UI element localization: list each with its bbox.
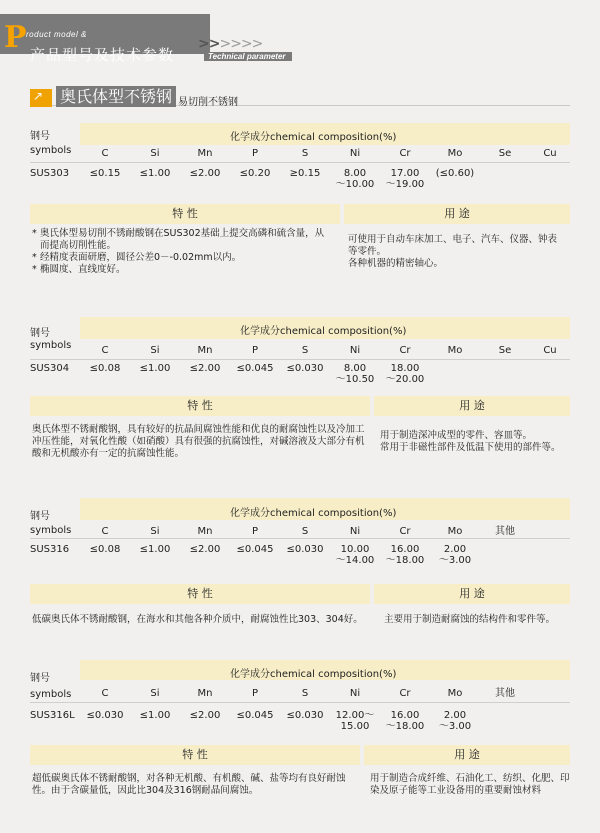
value-cell: ≤1.00 [139,363,171,374]
grade-name: SUS316L [30,710,75,721]
value-cell: 16.00 ～18.00 [385,710,425,732]
uses-text: 用于制造深冲成型的零件、容皿等。 常用于非磁性部件及低温下使用的部件等。 [380,430,561,453]
uses-text: 用于制造合成纤维、石油化工、纺织、化肥、印染及原子能等工业设备用的重要耐蚀材料 [370,773,570,796]
header-chinese-title: 产品型号及技术参数 [30,46,175,64]
col-header: S [301,526,309,537]
col-header: P [251,345,259,356]
header-banner [0,14,210,64]
value-cell: ≤0.045 [236,363,274,374]
grade-label-en: symbols [30,340,72,351]
col-header: Cr [399,688,411,699]
value-cell: ≤0.030 [286,710,324,721]
col-header: Cr [399,345,411,356]
value-cell: 10.00 ～14.00 [335,544,375,566]
property-item: * 经精度表面研磨，圆径公差0－-0.02mm以内。 [32,252,332,264]
value-cell: ≤0.030 [86,710,124,721]
properties-heading: 特 性 [30,745,360,765]
uses-heading: 用 途 [344,204,570,224]
composition-table-sus304 [30,315,570,385]
table-divider [30,538,570,539]
composition-table-sus303 [30,120,570,195]
grade-label-cn: 钢号 [30,328,50,339]
value-cell: ≤0.045 [236,544,274,555]
element-header-row [30,688,530,699]
value-cell: ≥0.15 [289,168,321,179]
element-header-row [30,148,570,159]
value-cell: ≤2.00 [189,168,221,179]
grade-name: SUS316 [30,544,70,555]
value-cell: ≤2.00 [189,363,221,374]
element-header-row [30,526,530,537]
value-cell: 16.00 ～18.00 [385,544,425,566]
value-cell: ≤2.00 [189,710,221,721]
uses-heading: 用 途 [374,396,570,416]
col-header: Si [150,148,160,159]
col-header: Mn [197,526,213,537]
col-header: Si [150,526,160,537]
value-cell: 2.00 ～3.00 [438,544,472,566]
value-cell [430,363,480,385]
arrow-decoration-icon: >>>>>> [198,36,263,52]
col-header: S [301,345,309,356]
header-english-top: roduct model & [26,30,87,39]
col-header: Cu [543,148,557,159]
properties-block-sus304 [30,396,570,471]
col-header: P [251,148,259,159]
section-title: 奥氏体型不锈钢 [56,86,176,107]
value-cell [480,168,530,190]
properties-heading: 特 性 [30,584,370,604]
value-cell: (≤0.60) [435,168,475,179]
col-header: S [301,688,309,699]
properties-text: 奥氏体型不锈耐酸钢，具有较好的抗晶间腐蚀性能和优良的耐腐蚀性以及冷加工冲压性能，对氧化性酸（如硝酸）具有很强的抗腐蚀性，对碱溶液及大部分有机酸和无机酸亦有一定的抗腐蚀性能。 [32,424,365,459]
value-cell: ≤0.030 [286,544,324,555]
col-header: Mn [197,345,213,356]
col-header: Mo [447,148,463,159]
value-cell: 2.00 ～3.00 [438,710,472,732]
col-header: C [101,526,109,537]
composition-title: 化学成分chemical composition(%) [230,508,397,519]
composition-table-sus316 [30,498,570,573]
value-cell: ≤1.00 [139,168,171,179]
value-row [30,710,530,732]
value-cell: ≤1.00 [139,710,171,721]
properties-block-sus303 [30,204,570,289]
value-cell: ≤0.030 [286,363,324,374]
grade-label-cn: 钢号 [30,511,50,522]
value-cell: ≤0.20 [239,168,271,179]
table-divider [30,162,570,163]
col-header: Se [498,148,512,159]
value-cell [480,544,530,566]
header-english-bottom: Technical parameter [204,52,292,61]
properties-block-sus316 [30,584,570,644]
grade-name: SUS303 [30,168,70,179]
col-header: Si [150,345,160,356]
properties-block-sus316l [30,745,570,815]
value-row [30,168,570,190]
value-cell [530,363,570,385]
col-header: Ni [349,345,361,356]
grade-label-cn: 钢号 [30,673,50,684]
table-divider [30,702,570,703]
properties-heading: 特 性 [30,396,370,416]
grade-label-en: symbols [30,145,72,156]
value-cell: 8.00 ～10.00 [335,168,375,190]
properties-heading: 特 性 [30,204,340,224]
value-row [30,544,530,566]
col-header: C [101,688,109,699]
value-cell: ≤2.00 [189,544,221,555]
col-header: Se [498,345,512,356]
col-header: Mn [197,148,213,159]
col-header: Mo [447,688,463,699]
grade-label-cn: 钢号 [30,131,50,142]
col-header: Ni [349,148,361,159]
col-header: Ni [349,688,361,699]
col-header: Cr [399,526,411,537]
col-header: C [101,148,109,159]
value-cell [480,710,530,732]
value-cell [530,168,570,190]
col-header: Cr [399,148,411,159]
value-row [30,363,570,385]
property-item: * 奥氏体型易切削不锈耐酸钢在SUS302基础上提交高磷和硫含量，从而提高切削性能。 [32,228,332,252]
grade-label-en: symbols [30,689,72,700]
value-cell: ≤0.08 [89,544,121,555]
composition-title: 化学成分chemical composition(%) [230,669,397,680]
col-header: C [101,345,109,356]
value-cell: 12.00～ 15.00 [335,710,375,732]
col-header: Si [150,688,160,699]
col-header: Mo [447,345,463,356]
properties-text [32,228,332,276]
property-item: * 椭圆度、直线度好。 [32,264,332,276]
section-subtitle: 易切削不锈钢 [178,97,238,108]
col-header: Mn [197,688,213,699]
grade-label-en: symbols [30,525,72,536]
col-header: P [251,526,259,537]
corner-arrow-icon: ↗ [30,89,52,107]
value-cell: ≤0.08 [89,363,121,374]
value-cell: 8.00 ～10.50 [335,363,375,385]
col-header: 其他 [495,688,515,699]
col-header: Mo [447,526,463,537]
col-header: 其他 [495,526,515,537]
uses-text: 主要用于制造耐腐蚀的结构件和零件等。 [384,614,556,625]
uses-text: 可使用于自动车床加工、电子、汽车、仪器、钟表等零件。 各种机器的精密轴心。 [348,234,558,269]
composition-title: 化学成分chemical composition(%) [230,132,397,143]
value-cell: ≤0.15 [89,168,121,179]
uses-heading: 用 途 [374,584,570,604]
value-cell: ≤0.045 [236,710,274,721]
properties-text: 低碳奥氏体不锈耐酸钢，在海水和其他各种介质中，耐腐蚀性比303、304好。 [32,614,363,625]
composition-title: 化学成分chemical composition(%) [240,326,407,337]
composition-table-sus316l [30,660,570,735]
value-cell: ≤1.00 [139,544,171,555]
value-cell: 17.00 ～19.00 [385,168,425,190]
properties-text: 超低碳奥氏体不锈耐酸钢，对各种无机酸、有机酸、碱、盐等均有良好耐蚀性。由于含碳量低，因此比304及316钢耐晶间腐蚀。 [32,773,346,796]
col-header: P [251,688,259,699]
col-header: Cu [543,345,557,356]
col-header: Ni [349,526,361,537]
table-divider [30,359,570,360]
uses-heading: 用 途 [364,745,570,765]
header-letter: P [4,20,27,55]
element-header-row [30,345,570,356]
value-cell: 18.00 ～20.00 [385,363,425,385]
grade-name: SUS304 [30,363,70,374]
col-header: S [301,148,309,159]
value-cell [480,363,530,385]
